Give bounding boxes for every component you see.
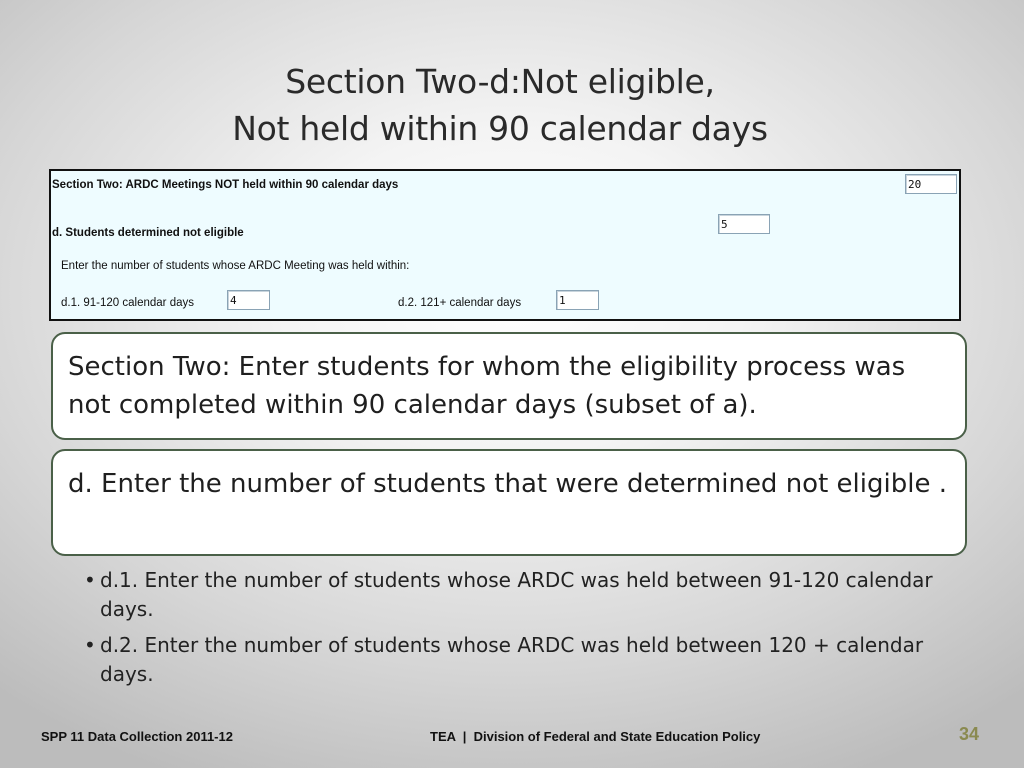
bullet-item-d1 xyxy=(84,566,964,624)
slide-title-line-1: Section Two-d:Not eligible, xyxy=(285,62,715,101)
footer-center: TEA | Division of Federal and State Education Policy xyxy=(430,729,761,744)
page-number: 34 xyxy=(959,724,980,744)
bullet-item-d2 xyxy=(84,631,964,689)
not-eligible-field[interactable]: 5 xyxy=(718,214,770,234)
d1-label: d.1. 91-120 calendar days xyxy=(61,297,194,309)
d2-label: d.2. 121+ calendar days xyxy=(398,297,522,309)
bullet-text: d.2. Enter the number of students whose ARDC was held between 120 + calendar days. xyxy=(100,633,924,686)
bullet-marker: • xyxy=(84,568,96,592)
section-two-callout xyxy=(51,332,967,440)
not-eligible-label: d. Students determined not eligible xyxy=(52,227,244,239)
slide-title xyxy=(0,58,1000,152)
slide-title-line-2: Not held within 90 calendar days xyxy=(232,109,768,148)
bullet-list xyxy=(84,566,964,696)
bullet-marker: • xyxy=(84,633,96,657)
d2-field[interactable]: 1 xyxy=(556,290,599,310)
section-two-label: Section Two: ARDC Meetings NOT held within 90 calendar days xyxy=(52,179,399,191)
instruction-text: Enter the number of students whose ARDC Meeting was held within: xyxy=(61,260,410,272)
bullet-text: d.1. Enter the number of students whose ARDC was held between 91-120 calendar days. xyxy=(100,568,933,621)
section-two-total-field[interactable]: 20 xyxy=(905,174,957,194)
not-eligible-callout xyxy=(51,449,967,556)
section-two-callout-text: Section Two: Enter students for whom the eligibility process was not completed within 90 calendar days (subset of a). xyxy=(68,352,906,420)
footer-left: SPP 11 Data Collection 2011-12 xyxy=(41,729,233,744)
form-screenshot xyxy=(49,169,961,321)
d1-field[interactable]: 4 xyxy=(227,290,270,310)
not-eligible-callout-text: d. Enter the number of students that were determined not eligible . xyxy=(68,469,947,499)
